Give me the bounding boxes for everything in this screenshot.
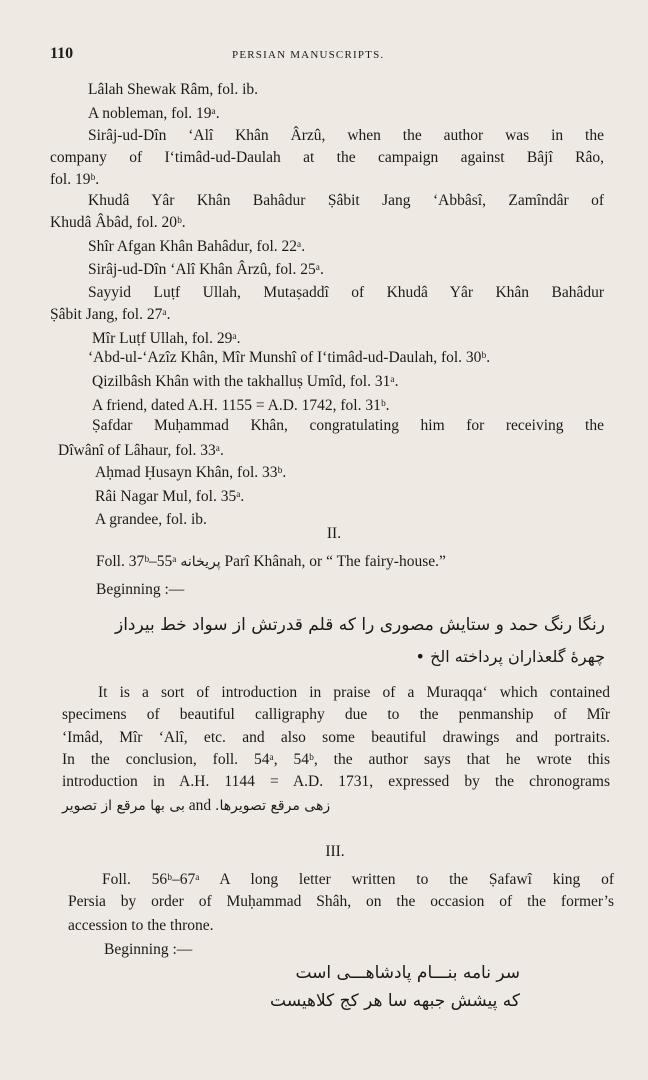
entry: Sirâj-ud-Dîn ‘Alî Khân Ârzû, when the author was in the [88, 127, 604, 144]
entry: company of I‘timâd-ud-Daulah at the campaign against Bâjî Râo, [50, 149, 604, 166]
entry: Sayyid Luṭf Ullah, Mutaṣaddî of Khudâ Yâr Khân Bahâdur [88, 284, 604, 301]
paragraph-line: In the conclusion, foll. 54ᵃ, 54ᵇ, the author says that he wrote this [62, 751, 610, 768]
persian-verse: رنگا رنگ حمد و ستایش مصوری را که قلم قدرتش از سواد خط بیرداز [114, 615, 605, 635]
persian-verse: که پیشش جبهه سا هر کج کلاهیست [270, 991, 520, 1011]
entry: Shîr Afgan Khân Bahâdur, fol. 22ᵃ. [88, 238, 306, 255]
entry: A friend, dated A.H. 1155 = A.D. 1742, fol. 31ᵇ. [92, 397, 390, 414]
paragraph-line: Persia by order of Muḥammad Shâh, on the occasion of the former’s [68, 893, 614, 910]
entry: fol. 19ᵇ. [50, 171, 100, 188]
entry: Râi Nagar Mul, fol. 35ᵃ. [95, 488, 245, 505]
persian-title: پریخانه [180, 554, 221, 570]
paragraph-line: ‘Imâd, Mîr ‘Alî, etc. and also some beautiful drawings and portraits. [62, 729, 610, 746]
paragraph-line: It is a sort of introduction in praise of a Muraqqa‘ which contained [98, 684, 610, 701]
entry: Ṣâbit Jang, fol. 27ᵃ. [50, 306, 171, 323]
persian-verse: سر نامه بنـــام پادشاهـــی است [295, 963, 520, 983]
entry: Mîr Luṭf Ullah, fol. 29ᵃ. [92, 330, 241, 347]
entry: Lâlah Shewak Râm, fol. ib. [88, 81, 259, 98]
chronogram: بی بها مرقع از تصویر [62, 798, 185, 814]
paragraph-line: accession to the throne. [68, 917, 214, 934]
section-numeral: II. [326, 525, 342, 542]
chronogram-line [62, 796, 330, 816]
chronogram-and: and [188, 797, 212, 814]
entry: Khudâ Âbâd, fol. 20ᵇ. [50, 214, 186, 231]
section-foll-line [96, 552, 446, 572]
persian-verse: چهرهٔ گلعذاران پرداخته الخ • [415, 647, 605, 666]
entry: Khudâ Yâr Khân Bahâdur Ṣâbit Jang ‘Abbâsî, Zamîndâr of [88, 192, 604, 209]
paragraph-line: introduction in A.H. 1144 = A.D. 1731, expressed by the chronograms [62, 773, 610, 790]
title-transliteration: Parî Khânah, or “ The fairy-house.” [224, 553, 446, 570]
entry: A nobleman, fol. 19ᵃ. [88, 105, 220, 122]
paragraph-line: specimens of beautiful calligraphy due to the penmanship of Mîr [62, 706, 610, 723]
entry: Qizilbâsh Khân with the takhalluṣ Umîd, fol. 31ᵃ. [92, 373, 399, 390]
entry: Aḥmad Ḥusayn Khân, fol. 33ᵇ. [95, 464, 287, 481]
section-numeral: III. [325, 843, 345, 860]
running-title: PERSIAN MANUSCRIPTS. [232, 49, 385, 61]
beginning-label: Beginning :— [104, 941, 193, 958]
entry: Ṣafdar Muḥammad Khân, congratulating him for receiving the [92, 417, 604, 434]
paragraph-line: Foll. 56ᵇ–67ᵃ A long letter written to the Ṣafawî king of [102, 871, 614, 888]
entry: Dîwânî of Lâhaur, fol. 33ᵃ. [58, 442, 224, 459]
entry: A grandee, fol. ib. [95, 511, 207, 528]
beginning-label: Beginning :— [96, 581, 185, 598]
chronogram: زهی مرقع تصویرها. [215, 798, 331, 814]
page-number: 110 [50, 45, 74, 62]
foll-range: Foll. 37ᵇ–55ᵃ [96, 553, 177, 570]
entry: Sirâj-ud-Dîn ‘Alî Khân Ârzû, fol. 25ᵃ. [88, 261, 324, 278]
entry: ‘Abd-ul-‘Azîz Khân, Mîr Munshî of I‘timâd-ud-Daulah, fol. 30ᵇ. [88, 349, 491, 366]
